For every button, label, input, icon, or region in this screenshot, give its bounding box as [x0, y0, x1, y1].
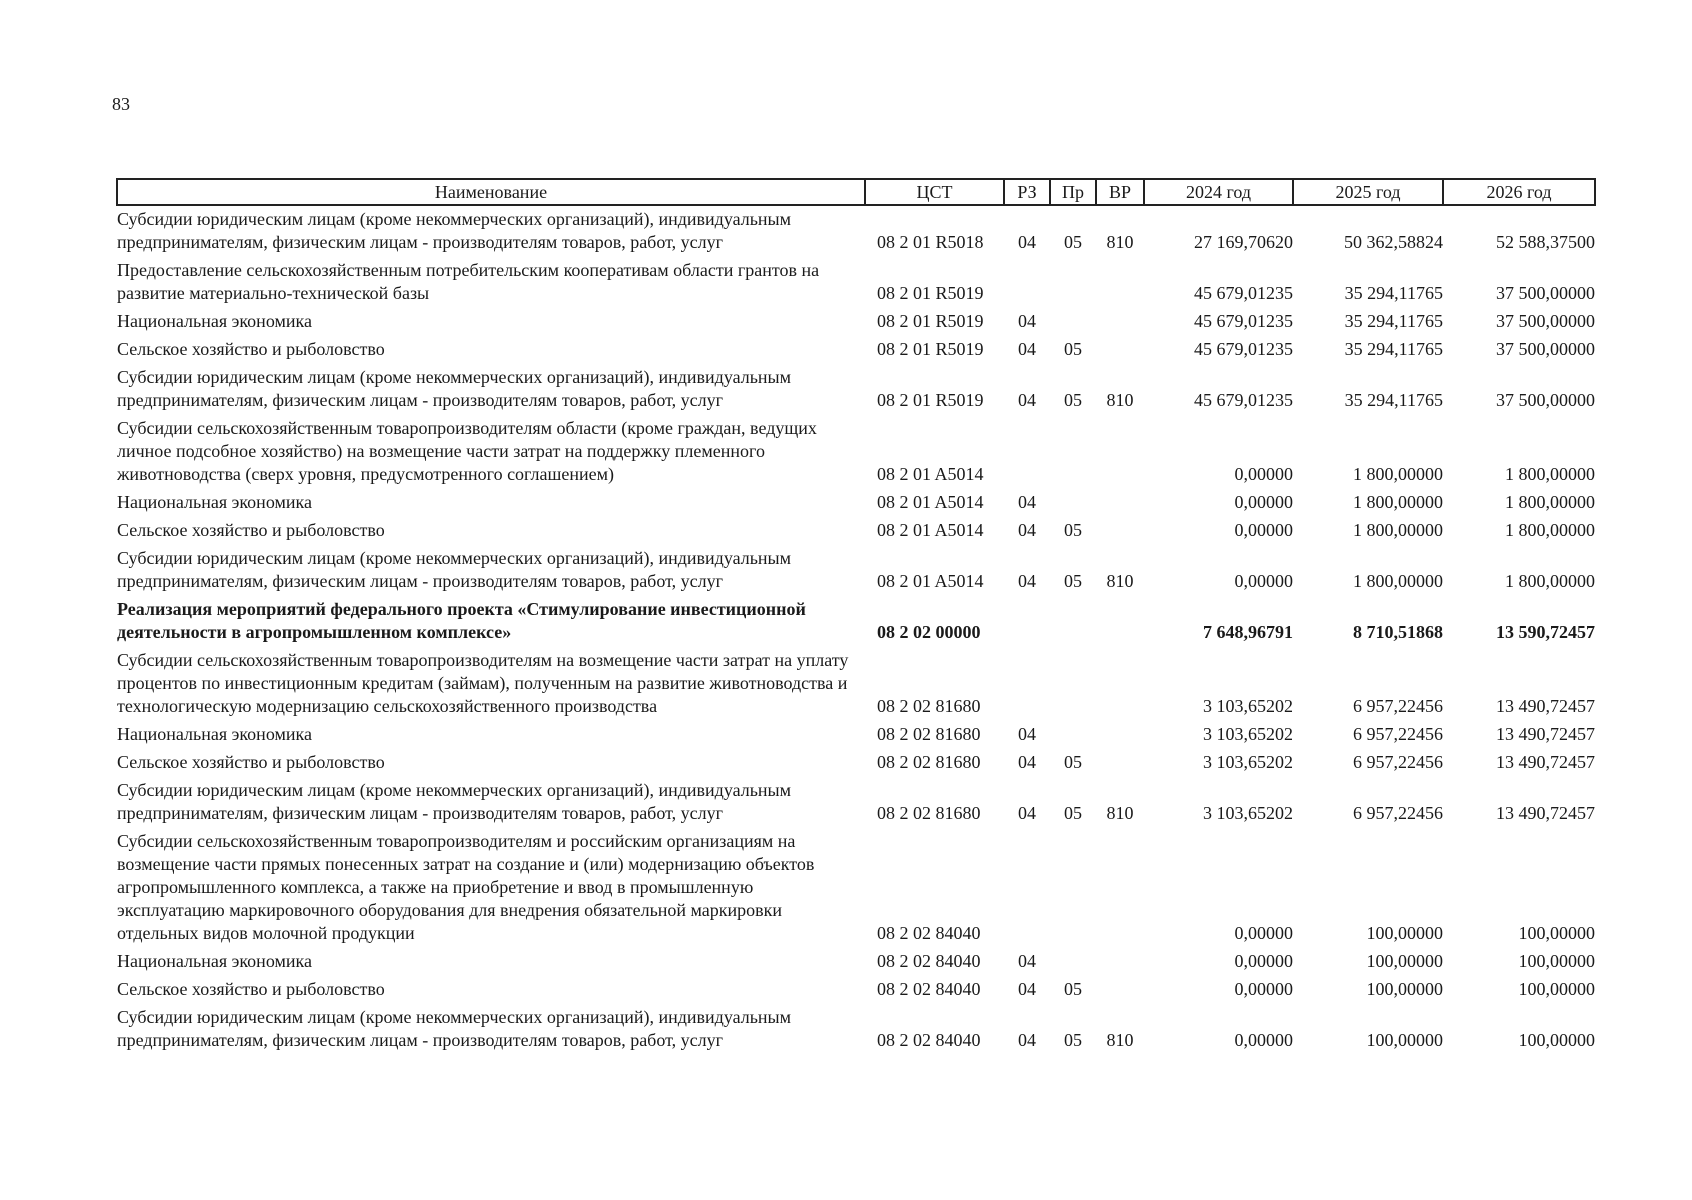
- header-2024: 2024 год: [1144, 179, 1293, 205]
- cell-2026: 13 590,72457: [1496, 622, 1595, 642]
- cell-cst: 08 2 01 A5014: [877, 571, 984, 591]
- cell-rz: 04: [1018, 752, 1036, 772]
- cell-vr: [1096, 336, 1144, 364]
- cell-2024: 0,00000: [1234, 464, 1293, 484]
- cell-name: Национальная экономика: [117, 311, 312, 331]
- cell-vr: [1096, 749, 1144, 777]
- cell-name: Сельское хозяйство и рыболовство: [117, 752, 385, 772]
- cell-cst: 08 2 01 R5019: [877, 283, 984, 303]
- cell-rz: [1004, 828, 1050, 948]
- cell-2024: 0,00000: [1234, 520, 1293, 540]
- cell-name: Субсидии юридическим лицам (кроме некоммерческих организаций), индивидуальным предпринимателям, физическим лицам - производителям товаров, работ, услуг: [117, 367, 792, 410]
- cell-pr: [1050, 721, 1096, 749]
- cell-name: Предоставление сельскохозяйственным потребительским кооперативам области грантов на развитие материально-технической базы: [117, 260, 820, 303]
- cell-2025: 1 800,00000: [1353, 492, 1443, 512]
- cell-cst: 08 2 02 84040: [877, 979, 981, 999]
- cell-pr: 05: [1064, 1030, 1082, 1050]
- cell-cst: 08 2 01 R5018: [877, 232, 984, 252]
- cell-cst: 08 2 02 81680: [877, 752, 981, 772]
- cell-vr: 810: [1106, 232, 1134, 252]
- cell-cst: 08 2 02 84040: [877, 923, 981, 943]
- cell-rz: 04: [1018, 1030, 1036, 1050]
- cell-vr: [1096, 257, 1144, 308]
- cell-vr: [1096, 948, 1144, 976]
- header-2026: 2026 год: [1443, 179, 1595, 205]
- table-row: [117, 828, 1595, 948]
- header-pr: Пр: [1050, 179, 1096, 205]
- cell-rz: [1004, 647, 1050, 721]
- cell-2024: 45 679,01235: [1194, 311, 1293, 331]
- cell-pr: [1050, 828, 1096, 948]
- cell-pr: [1050, 596, 1096, 647]
- cell-2025: 1 800,00000: [1353, 464, 1443, 484]
- table-row: [117, 489, 1595, 517]
- cell-2024: 0,00000: [1234, 492, 1293, 512]
- cell-rz: 04: [1018, 492, 1036, 512]
- cell-2024: 45 679,01235: [1194, 390, 1293, 410]
- cell-2026: 52 588,37500: [1496, 232, 1595, 252]
- cell-rz: 04: [1018, 232, 1036, 252]
- cell-vr: 810: [1106, 390, 1134, 410]
- cell-2024: 7 648,96791: [1203, 622, 1293, 642]
- cell-name: Субсидии юридическим лицам (кроме некоммерческих организаций), индивидуальным предпринимателям, физическим лицам - производителям товаров, работ, услуг: [117, 548, 792, 591]
- cell-pr: 05: [1064, 520, 1082, 540]
- cell-name: Национальная экономика: [117, 724, 312, 744]
- cell-2024: 0,00000: [1234, 923, 1293, 943]
- table-row: [117, 415, 1595, 489]
- cell-cst: 08 2 02 81680: [877, 724, 981, 744]
- cell-2026: 1 800,00000: [1505, 492, 1595, 512]
- header-rz: РЗ: [1004, 179, 1050, 205]
- cell-name: Субсидии юридическим лицам (кроме некоммерческих организаций), индивидуальным предпринимателям, физическим лицам - производителям товаров, работ, услуг: [117, 780, 792, 823]
- cell-name: Субсидии юридическим лицам (кроме некоммерческих организаций), индивидуальным предпринимателям, физическим лицам - производителям товаров, работ, услуг: [117, 209, 792, 252]
- cell-2026: 100,00000: [1518, 979, 1595, 999]
- table-row: [117, 205, 1595, 257]
- cell-cst: 08 2 02 84040: [877, 951, 981, 971]
- header-name: Наименование: [117, 179, 865, 205]
- cell-name: Национальная экономика: [117, 492, 312, 512]
- page-number: 83: [112, 94, 130, 114]
- cell-2025: 6 957,22456: [1353, 696, 1443, 716]
- cell-rz: 04: [1018, 390, 1036, 410]
- cell-rz: [1004, 257, 1050, 308]
- table-row: [117, 308, 1595, 336]
- cell-pr: 05: [1064, 390, 1082, 410]
- table-row: [117, 749, 1595, 777]
- table-row: [117, 257, 1595, 308]
- cell-2025: 100,00000: [1366, 979, 1443, 999]
- table-row: [117, 596, 1595, 647]
- cell-vr: [1096, 308, 1144, 336]
- cell-2026: 1 800,00000: [1505, 520, 1595, 540]
- cell-vr: [1096, 647, 1144, 721]
- cell-2025: 8 710,51868: [1353, 622, 1443, 642]
- cell-vr: 810: [1106, 803, 1134, 823]
- cell-2026: 1 800,00000: [1505, 464, 1595, 484]
- cell-name: Сельское хозяйство и рыболовство: [117, 979, 385, 999]
- cell-2025: 1 800,00000: [1353, 520, 1443, 540]
- cell-vr: [1096, 415, 1144, 489]
- cell-2025: 1 800,00000: [1353, 571, 1443, 591]
- cell-2025: 50 362,58824: [1344, 232, 1443, 252]
- cell-pr: [1050, 415, 1096, 489]
- table-row: [117, 545, 1595, 596]
- cell-vr: 810: [1106, 571, 1134, 591]
- cell-name: Субсидии сельскохозяйственным товаропроизводителям на возмещение части затрат на уплату процентов по инвестиционным кредитам (займам), полученным на развитие животноводства и технологическую модернизацию сельскохозяйственного производства: [117, 650, 849, 716]
- cell-cst: 08 2 01 A5014: [877, 520, 984, 540]
- budget-table: [116, 178, 1596, 1055]
- cell-2025: 35 294,11765: [1344, 311, 1443, 331]
- cell-pr: [1050, 948, 1096, 976]
- cell-rz: 04: [1018, 951, 1036, 971]
- cell-2025: 35 294,11765: [1344, 390, 1443, 410]
- cell-2026: 100,00000: [1518, 951, 1595, 971]
- cell-2026: 100,00000: [1518, 923, 1595, 943]
- cell-pr: 05: [1064, 571, 1082, 591]
- table-header-row: [117, 179, 1595, 205]
- cell-2024: 0,00000: [1234, 979, 1293, 999]
- table-row: [117, 777, 1595, 828]
- table-body: [117, 205, 1595, 1055]
- cell-pr: 05: [1064, 232, 1082, 252]
- cell-vr: [1096, 828, 1144, 948]
- cell-rz: 04: [1018, 803, 1036, 823]
- cell-2026: 13 490,72457: [1496, 752, 1595, 772]
- cell-vr: [1096, 721, 1144, 749]
- cell-vr: [1096, 489, 1144, 517]
- cell-vr: [1096, 596, 1144, 647]
- cell-2025: 100,00000: [1366, 923, 1443, 943]
- cell-2025: 35 294,11765: [1344, 283, 1443, 303]
- cell-name: Национальная экономика: [117, 951, 312, 971]
- cell-2025: 6 957,22456: [1353, 752, 1443, 772]
- cell-2026: 1 800,00000: [1505, 571, 1595, 591]
- cell-rz: [1004, 596, 1050, 647]
- cell-2024: 0,00000: [1234, 571, 1293, 591]
- cell-cst: 08 2 02 00000: [877, 622, 981, 642]
- cell-pr: [1050, 647, 1096, 721]
- cell-2026: 13 490,72457: [1496, 803, 1595, 823]
- cell-cst: 08 2 01 R5019: [877, 390, 984, 410]
- header-cst: ЦСТ: [865, 179, 1004, 205]
- cell-name: Реализация мероприятий федерального проекта «Стимулирование инвестиционной деятельности в агропромышленном комплексе»: [117, 599, 806, 642]
- cell-2024: 3 103,65202: [1203, 696, 1293, 716]
- cell-rz: 04: [1018, 571, 1036, 591]
- cell-2026: 37 500,00000: [1496, 339, 1595, 359]
- cell-2026: 37 500,00000: [1496, 390, 1595, 410]
- table-row: [117, 976, 1595, 1004]
- table-row: [117, 948, 1595, 976]
- cell-pr: 05: [1064, 979, 1082, 999]
- cell-2024: 3 103,65202: [1203, 803, 1293, 823]
- cell-2024: 3 103,65202: [1203, 752, 1293, 772]
- cell-name: Сельское хозяйство и рыболовство: [117, 339, 385, 359]
- cell-rz: [1004, 415, 1050, 489]
- cell-pr: 05: [1064, 803, 1082, 823]
- cell-2026: 37 500,00000: [1496, 311, 1595, 331]
- cell-2026: 100,00000: [1518, 1030, 1595, 1050]
- cell-2026: 13 490,72457: [1496, 696, 1595, 716]
- cell-name: Сельское хозяйство и рыболовство: [117, 520, 385, 540]
- cell-vr: [1096, 976, 1144, 1004]
- cell-2024: 0,00000: [1234, 1030, 1293, 1050]
- cell-2026: 13 490,72457: [1496, 724, 1595, 744]
- cell-pr: [1050, 308, 1096, 336]
- header-2025: 2025 год: [1293, 179, 1443, 205]
- cell-pr: 05: [1064, 752, 1082, 772]
- cell-name: Субсидии сельскохозяйственным товаропроизводителям области (кроме граждан, ведущих личное подсобное хозяйство) на возмещение части затрат на поддержку племенного животноводства (сверх уровня, предусмотренного соглашением): [117, 418, 817, 484]
- cell-pr: 05: [1064, 339, 1082, 359]
- table-row: [117, 517, 1595, 545]
- cell-cst: 08 2 01 A5014: [877, 464, 984, 484]
- cell-pr: [1050, 489, 1096, 517]
- cell-vr: 810: [1106, 1030, 1134, 1050]
- table-row: [117, 336, 1595, 364]
- table-row: [117, 364, 1595, 415]
- cell-2025: 6 957,22456: [1353, 803, 1443, 823]
- cell-name: Субсидии юридическим лицам (кроме некоммерческих организаций), индивидуальным предпринимателям, физическим лицам - производителям товаров, работ, услуг: [117, 1007, 792, 1050]
- cell-rz: 04: [1018, 520, 1036, 540]
- cell-2025: 6 957,22456: [1353, 724, 1443, 744]
- cell-cst: 08 2 02 84040: [877, 1030, 981, 1050]
- cell-rz: 04: [1018, 339, 1036, 359]
- cell-2024: 45 679,01235: [1194, 283, 1293, 303]
- cell-rz: 04: [1018, 311, 1036, 331]
- cell-2024: 27 169,70620: [1194, 232, 1293, 252]
- table-row: [117, 647, 1595, 721]
- cell-cst: 08 2 02 81680: [877, 696, 981, 716]
- cell-2025: 35 294,11765: [1344, 339, 1443, 359]
- cell-cst: 08 2 01 R5019: [877, 339, 984, 359]
- cell-cst: 08 2 01 A5014: [877, 492, 984, 512]
- cell-rz: 04: [1018, 724, 1036, 744]
- cell-rz: 04: [1018, 979, 1036, 999]
- table-row: [117, 721, 1595, 749]
- cell-cst: 08 2 01 R5019: [877, 311, 984, 331]
- cell-2025: 100,00000: [1366, 951, 1443, 971]
- cell-2026: 37 500,00000: [1496, 283, 1595, 303]
- cell-name: Субсидии сельскохозяйственным товаропроизводителям и российским организациям на возмещение части прямых понесенных затрат на создание и (или) модернизацию объектов агропромышленного комплекса, а также на приобретение и ввод в промышленную эксплуатацию маркировочного оборудования для внедрения обязательной маркировки отдельных видов молочной продукции: [117, 831, 815, 943]
- cell-pr: [1050, 257, 1096, 308]
- cell-2024: 45 679,01235: [1194, 339, 1293, 359]
- cell-cst: 08 2 02 81680: [877, 803, 981, 823]
- cell-2025: 100,00000: [1366, 1030, 1443, 1050]
- cell-vr: [1096, 517, 1144, 545]
- header-vr: ВР: [1096, 179, 1144, 205]
- cell-2024: 0,00000: [1234, 951, 1293, 971]
- table-row: [117, 1004, 1595, 1055]
- cell-2024: 3 103,65202: [1203, 724, 1293, 744]
